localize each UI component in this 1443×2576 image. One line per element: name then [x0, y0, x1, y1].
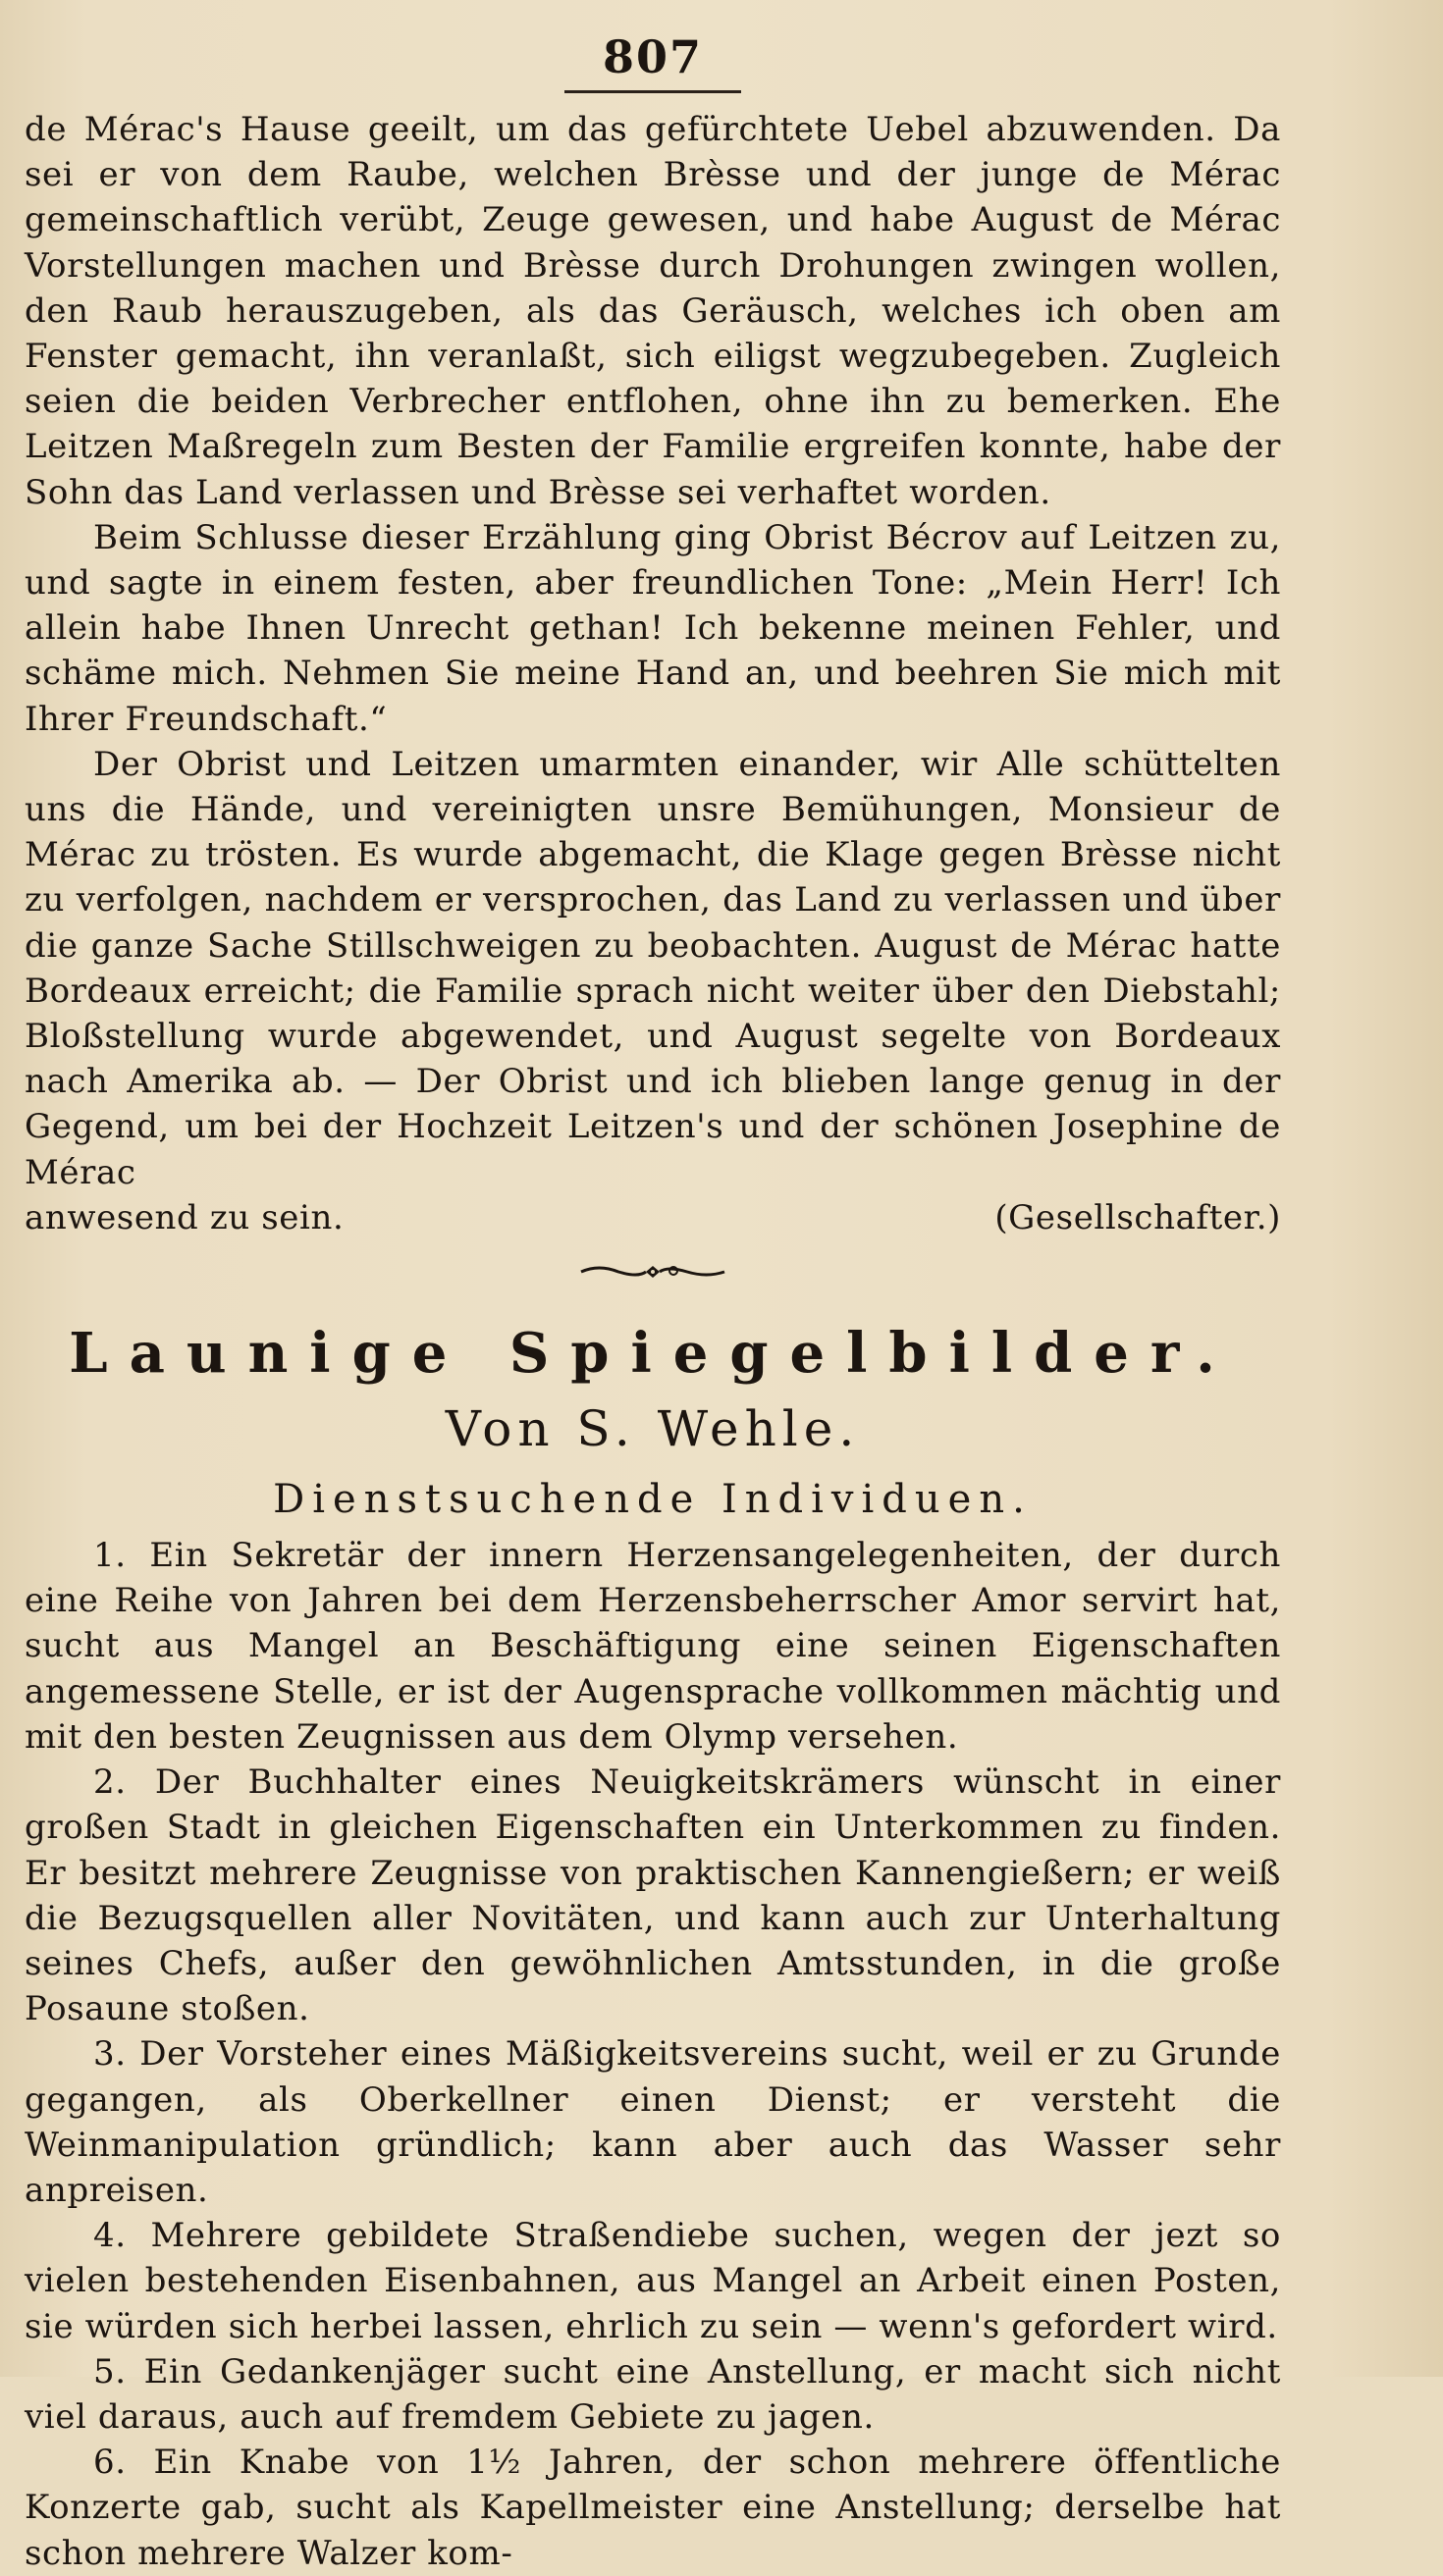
story-paragraph: de Mérac's Hause geeilt, um das gefürchtete Uebel abzuwenden. Da sei er von dem Raube, welchen Brèsse und der junge de Mérac gemeinschaftlich verübt, Zeuge gewesen, und habe August de Mérac Vorstellungen machen und Brèsse durch Drohungen zwingen wollen, den Raub herauszugeben, als das Geräusch, welches ich oben am Fenster gemacht, ihn veranlaßt, sich eiligst wegzubegeben. Zugleich seien die beiden Verbrecher entflohen, ohne ihn zu bemerken. Ehe Leitzen Maßregeln zum Besten der Familie ergreifen konnte, habe der Sohn das Land verlassen und Brèsse sei verhaftet worden. — [25, 110, 1281, 512]
article-title: Launige Spiegelbilder. — [69, 1321, 1237, 1387]
listing-item: 2. Der Buchhalter eines Neuigkeitskrämers wünscht in einer großen Stadt in gleichen Eigenschaften ein Unterkommen zu finden. Er besitzt mehrere Zeugnisse von praktischen Kannengießern; er weiß die Bezugsquellen aller Novitäten, und kann auch zur Unterhaltung seines Chefs, außer den gewöhnlichen Amtsstunden, in die große Posaune stoßen. — [25, 1762, 1281, 2029]
story-paragraph: Beim Schlusse dieser Erzählung ging Obrist Bécrov auf Leitzen zu, und sagte in einem festen, aber freundlichen Tone: „Mein Herr! Ich allein habe Ihnen Unrecht gethan! Ich bekenne meinen Fehler, und schäme mich. Nehmen Sie meine Hand an, und beehren Sie mich mit Ihrer Freundschaft.“ — [25, 517, 1281, 739]
story-paragraph: Der Obrist und Leitzen umarmten einander, wir Alle schüttelten uns die Hände, und vereinigten unsre Bemühungen, Monsieur de Mérac zu trösten. Es wurde abgemacht, die Klage gegen Brèsse nicht zu verfolgen, nachdem er versprochen, das Land zu verlassen und über die ganze Sache Stillschweigen zu beobachten. August de Mérac hatte Bordeaux erreicht; die Familie sprach nicht weiter über den Diebstahl; Bloßstellung wurde abgewendet, und August segelte von Bordeaux nach Amerika ab. — Der Obrist und ich blieben lange genug in der Gegend, um bei der Hochzeit Leitzen's und der schönen Josephine de Mérac — [25, 744, 1281, 1192]
listing-item: 6. Ein Knabe von 1½ Jahren, der schon mehrere öffentliche Konzerte gab, sucht als Kapellmeister eine Anstellung; derselbe hat schon mehrere Walzer kom- — [25, 2443, 1281, 2573]
header-rule — [564, 90, 741, 93]
page-number: 807 — [602, 30, 704, 83]
source-attribution: (Gesellschafter.) — [994, 1197, 1281, 1237]
page-content — [25, 29, 1281, 2576]
article — [25, 1321, 1281, 2576]
listing-item: 1. Ein Sekretär der innern Herzensangelegenheiten, der durch eine Reihe von Jahren bei dem Herzensbeherrscher Amor servirt hat, sucht aus Mangel an Beschäftigung eine seinen Eigenschaften angemessene Stelle, er ist der Augensprache vollkommen mächtig und mit den besten Zeugnissen aus dem Olymp versehen. — [25, 1536, 1281, 1757]
story-final-text: anwesend zu sein. — [25, 1197, 345, 1237]
section-divider-ornament — [25, 1262, 1281, 1282]
listing-item: 3. Der Vorsteher eines Mäßigkeitsvereins sucht, weil er zu Grunde gegangen, als Oberkellner einen Dienst; er versteht die Weinmanipulation gründlich; kann aber auch das Wasser sehr anpreisen. — [25, 2034, 1281, 2210]
article-byline: Von S. Wehle. — [445, 1400, 861, 1458]
story-final-line — [25, 1195, 1281, 1240]
listing-item: 4. Mehrere gebildete Straßendiebe suchen, wegen der jezt so vielen bestehenden Eisenbahnen, aus Mangel an Arbeit einen Posten, sie würden sich herbei lassen, ehrlich zu sein — wenn's gefordert wird. — [25, 2216, 1281, 2346]
listing-item: 5. Ein Gedankenjäger sucht eine Anstellung, er macht sich nicht viel daraus, auch auf fremdem Gebiete zu jagen. — [25, 2351, 1281, 2437]
section-heading: Dienstsuchende Individuen. — [273, 1477, 1033, 1523]
story-conclusion — [25, 107, 1281, 1240]
